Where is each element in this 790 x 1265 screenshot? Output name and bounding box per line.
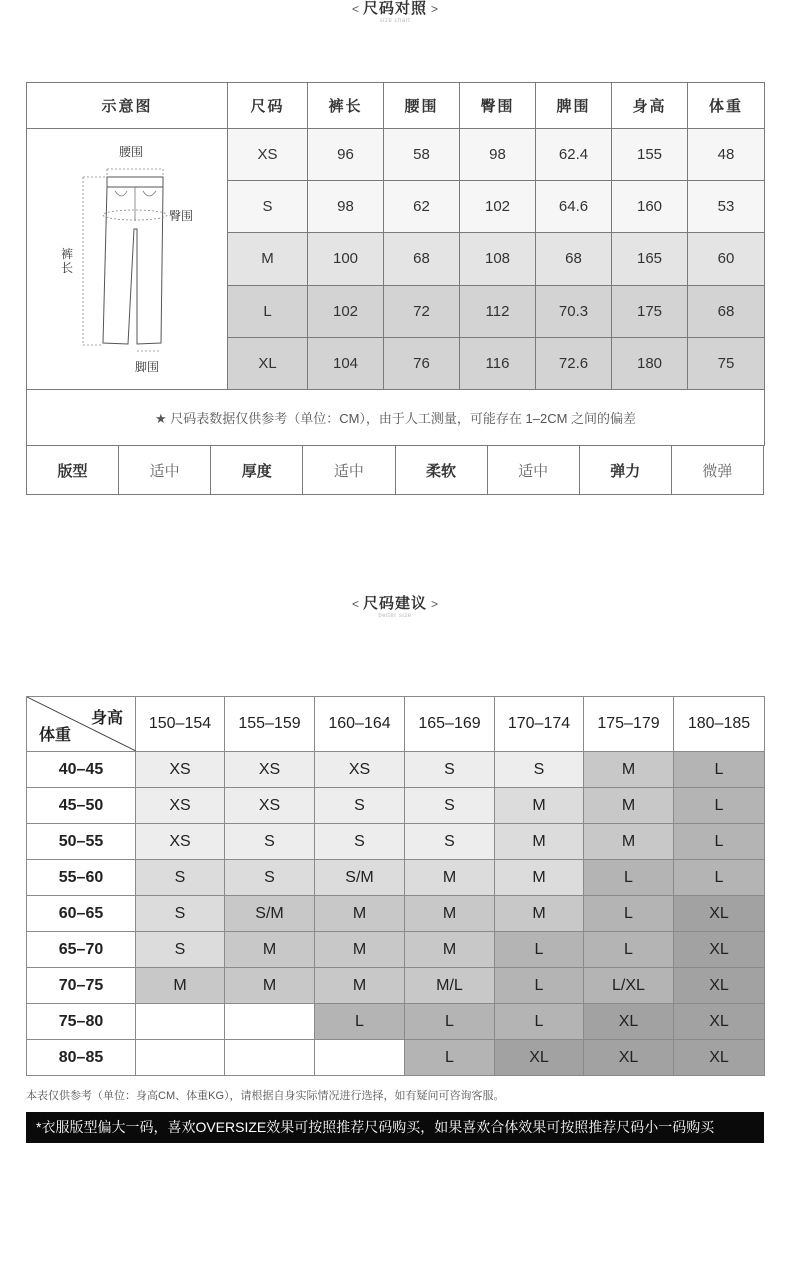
value-cell: 62.4	[536, 129, 612, 181]
recommended-size-cell: S/M	[315, 860, 405, 896]
weight-cell: 75–80	[27, 1004, 136, 1040]
recommended-size-cell: M/L	[405, 968, 495, 1004]
recommended-size-cell: XS	[225, 752, 315, 788]
title-left-arrow: <	[351, 2, 359, 16]
fit-advice-banner: *衣服版型偏大一码，喜欢OVERSIZE效果可按照推荐尺码购买，如果喜欢合体效果可按照推荐尺码小一码购买	[26, 1112, 764, 1143]
height-header: 160–164	[315, 697, 405, 752]
recommended-size-cell: S	[495, 752, 584, 788]
corner-cell	[27, 697, 136, 752]
corner-height-label: 身高	[90, 710, 123, 727]
value-cell: 165	[612, 233, 688, 285]
pants-illustration	[27, 129, 228, 389]
diagram-label-hip: 臀围	[169, 209, 194, 223]
recommended-size-cell: L	[584, 896, 674, 932]
value-cell: 48	[688, 129, 765, 181]
height-header: 170–174	[495, 697, 584, 752]
value-cell: 180	[612, 337, 688, 389]
property-stretch-label: 弹力	[579, 446, 671, 495]
table-row	[27, 788, 765, 824]
recommended-size-cell: M	[584, 752, 674, 788]
recommended-size-cell: L	[674, 860, 765, 896]
value-cell: 72.6	[536, 337, 612, 389]
weight-cell: 55–60	[27, 860, 136, 896]
value-cell: 68	[688, 285, 765, 337]
value-cell: 102	[460, 181, 536, 233]
size-cell: L	[228, 285, 308, 337]
value-cell: 96	[308, 129, 384, 181]
value-cell: 70.3	[536, 285, 612, 337]
value-cell: 102	[308, 285, 384, 337]
value-cell: 68	[536, 233, 612, 285]
recommended-size-cell: M	[405, 860, 495, 896]
table-row	[27, 824, 765, 860]
recommended-size-cell: L	[495, 932, 584, 968]
recommended-size-cell: XL	[495, 1040, 584, 1076]
value-cell: 175	[612, 285, 688, 337]
table-row	[27, 968, 765, 1004]
property-softness-label: 柔软	[395, 446, 487, 495]
recommended-size-cell: M	[495, 788, 584, 824]
recommended-size-cell: XL	[584, 1040, 674, 1076]
value-cell: 98	[460, 129, 536, 181]
header-diagram: 示意图	[27, 83, 228, 129]
recommended-size-cell: M	[405, 932, 495, 968]
recommendation-note: 本表仅供参考（单位：身高CM、体重KG），请根据自身实际情况进行选择，如有疑问可咨询客服。	[26, 1090, 505, 1102]
recommended-size-cell: XS	[136, 752, 225, 788]
recommended-size-cell: M	[405, 896, 495, 932]
recommended-size-cell: M	[495, 824, 584, 860]
value-cell: 53	[688, 181, 765, 233]
value-cell: 75	[688, 337, 765, 389]
table-row	[27, 129, 765, 181]
weight-cell: 60–65	[27, 896, 136, 932]
property-fit-label: 版型	[27, 446, 119, 495]
height-header: 180–185	[674, 697, 765, 752]
header-weight: 体重	[688, 83, 765, 129]
recommended-size-cell	[225, 1040, 315, 1076]
recommended-size-cell: XL	[674, 896, 765, 932]
property-thickness-value: 适中	[303, 446, 395, 495]
size-chart-title	[0, 0, 790, 24]
recommended-size-cell: M	[136, 968, 225, 1004]
recommended-size-cell: S	[225, 860, 315, 896]
size-chart-table	[26, 82, 765, 446]
size-cell: M	[228, 233, 308, 285]
recommended-size-cell: L	[674, 752, 765, 788]
recommended-size-cell: S/M	[225, 896, 315, 932]
recommended-size-cell: L	[315, 1004, 405, 1040]
title-right-arrow: >	[431, 597, 439, 611]
value-cell: 64.6	[536, 181, 612, 233]
table-row	[27, 896, 765, 932]
recommended-size-cell	[315, 1040, 405, 1076]
properties-row	[27, 446, 764, 495]
fabric-properties-table	[26, 445, 764, 495]
value-cell: 160	[612, 181, 688, 233]
recommended-size-cell: M	[584, 824, 674, 860]
header-length: 裤长	[308, 83, 384, 129]
header-height: 身高	[612, 83, 688, 129]
recommended-size-cell: S	[315, 788, 405, 824]
recommended-size-cell: M	[584, 788, 674, 824]
header-size: 尺码	[228, 83, 308, 129]
recommended-size-cell: L	[584, 932, 674, 968]
recommended-size-cell: L	[405, 1040, 495, 1076]
recommended-size-cell: XS	[315, 752, 405, 788]
value-cell: 108	[460, 233, 536, 285]
table-row	[27, 932, 765, 968]
table-row	[27, 860, 765, 896]
value-cell: 155	[612, 129, 688, 181]
recommended-size-cell	[225, 1004, 315, 1040]
recommended-size-cell	[136, 1004, 225, 1040]
height-header: 175–179	[584, 697, 674, 752]
value-cell: 100	[308, 233, 384, 285]
recommended-size-cell: L	[495, 968, 584, 1004]
recommended-size-cell: S	[405, 824, 495, 860]
recommended-size-cell	[136, 1040, 225, 1076]
weight-cell: 70–75	[27, 968, 136, 1004]
property-thickness-label: 厚度	[211, 446, 303, 495]
recommended-size-cell: L	[495, 1004, 584, 1040]
size-recommendation-heading: 尺码建议	[362, 595, 427, 612]
recommended-size-cell: XS	[136, 788, 225, 824]
recommended-size-cell: XS	[136, 824, 225, 860]
value-cell: 60	[688, 233, 765, 285]
header-hip: 臀围	[460, 83, 536, 129]
value-cell: 98	[308, 181, 384, 233]
recommended-size-cell: L	[584, 860, 674, 896]
recommended-size-cell: L/XL	[584, 968, 674, 1004]
size-chart-note: ★ 尺码表数据仅供参考（单位：CM），由于人工测量，可能存在 1–2CM 之间的偏差	[27, 390, 765, 446]
recommended-size-cell: L	[674, 788, 765, 824]
size-cell: XS	[228, 129, 308, 181]
title-left-arrow: <	[351, 597, 359, 611]
recommended-size-cell: S	[315, 824, 405, 860]
weight-cell: 50–55	[27, 824, 136, 860]
height-header: 165–169	[405, 697, 495, 752]
value-cell: 58	[384, 129, 460, 181]
diagram-label-hem: 脚围	[135, 360, 160, 374]
recommended-size-cell: XL	[674, 1004, 765, 1040]
size-recommendation-title	[0, 592, 790, 619]
value-cell: 104	[308, 337, 384, 389]
recommended-size-cell: XS	[225, 788, 315, 824]
property-softness-value: 适中	[487, 446, 579, 495]
value-cell: 62	[384, 181, 460, 233]
recommended-size-cell: XL	[674, 968, 765, 1004]
weight-cell: 45–50	[27, 788, 136, 824]
height-header: 150–154	[136, 697, 225, 752]
recommended-size-cell: M	[315, 968, 405, 1004]
size-chart-header-row	[27, 83, 765, 129]
corner-weight-label: 体重	[39, 727, 72, 744]
size-chart-heading: 尺码对照	[362, 0, 427, 17]
recommended-size-cell: XL	[584, 1004, 674, 1040]
recommended-size-cell: L	[405, 1004, 495, 1040]
header-thigh: 脾围	[536, 83, 612, 129]
recommended-size-cell: S	[136, 860, 225, 896]
recommended-size-cell: XL	[674, 932, 765, 968]
recommended-size-cell: S	[405, 752, 495, 788]
size-cell: XL	[228, 337, 308, 389]
size-chart-note-row	[27, 390, 765, 446]
recommended-size-cell: S	[136, 896, 225, 932]
recommended-size-cell: S	[225, 824, 315, 860]
table-row	[27, 752, 765, 788]
value-cell: 72	[384, 285, 460, 337]
diagram-label-length: 裤长	[61, 247, 74, 275]
header-waist: 腰围	[384, 83, 460, 129]
table-row	[27, 1004, 765, 1040]
pants-diagram	[27, 129, 228, 390]
value-cell: 112	[460, 285, 536, 337]
weight-cell: 80–85	[27, 1040, 136, 1076]
recommended-size-cell: L	[674, 824, 765, 860]
recommended-size-cell: M	[495, 896, 584, 932]
property-stretch-value: 微弹	[671, 446, 763, 495]
recommendation-body	[27, 752, 765, 1076]
size-recommendation-table	[26, 696, 765, 1076]
weight-cell: 40–45	[27, 752, 136, 788]
diagram-label-waist: 腰围	[119, 145, 144, 159]
size-chart-subtitle: size chart	[379, 18, 411, 24]
recommended-size-cell: S	[136, 932, 225, 968]
recommended-size-cell: M	[315, 932, 405, 968]
property-fit-value: 适中	[119, 446, 211, 495]
recommended-size-cell: XL	[674, 1040, 765, 1076]
value-cell: 68	[384, 233, 460, 285]
recommended-size-cell: M	[495, 860, 584, 896]
recommended-size-cell: M	[315, 896, 405, 932]
recommended-size-cell: M	[225, 932, 315, 968]
size-recommendation-subtitle: better size	[378, 613, 412, 619]
recommended-size-cell: M	[225, 968, 315, 1004]
title-right-arrow: >	[431, 2, 439, 16]
height-header-row	[27, 697, 765, 752]
value-cell: 116	[460, 337, 536, 389]
value-cell: 76	[384, 337, 460, 389]
height-header: 155–159	[225, 697, 315, 752]
size-cell: S	[228, 181, 308, 233]
recommended-size-cell: S	[405, 788, 495, 824]
weight-cell: 65–70	[27, 932, 136, 968]
table-row	[27, 1040, 765, 1076]
